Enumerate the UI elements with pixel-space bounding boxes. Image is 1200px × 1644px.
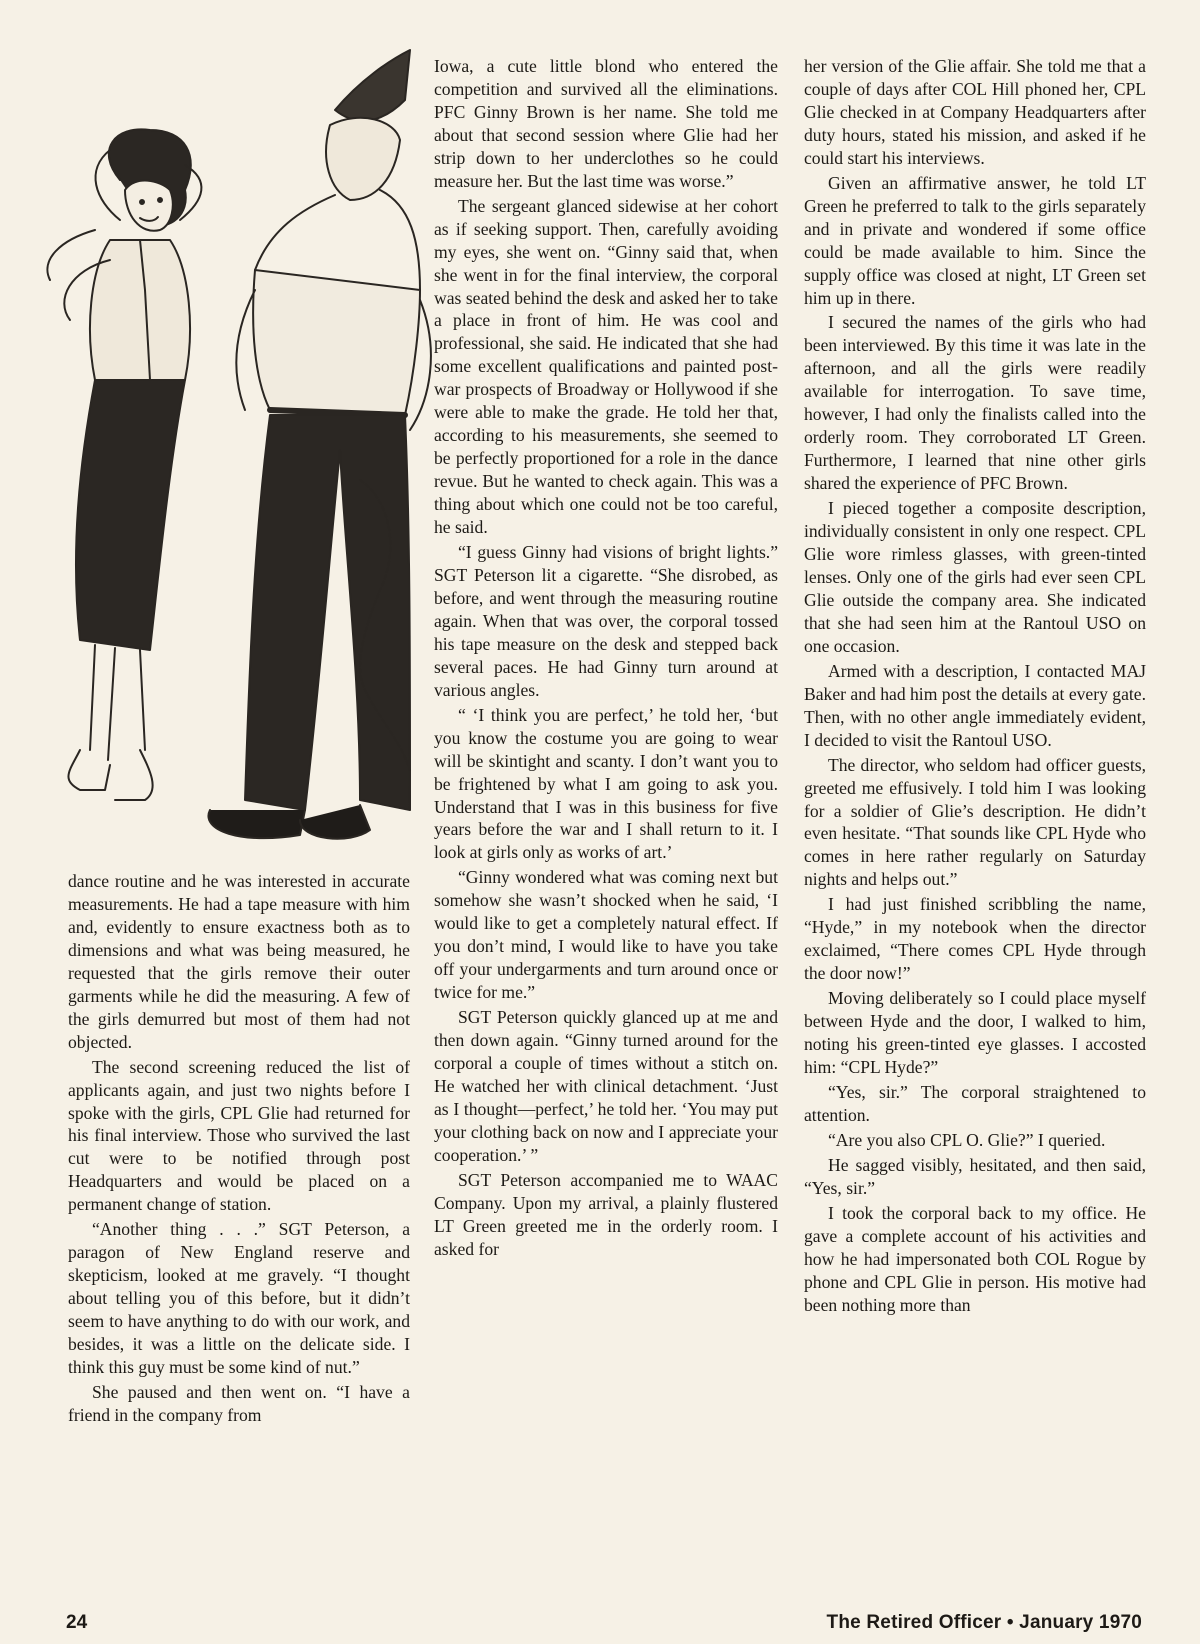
paragraph: “I guess Ginny had visions of bright lights.” SGT Peterson lit a cigarette. “She disrobed, as before, and went through the measuring routine again. When that was over, the corporal tossed his tape measure on the desk and stepped back several paces. He had Ginny turn around at various angles. (434, 542, 778, 700)
paragraph: The sergeant glanced sidewise at her cohort as if seeking support. Then, carefully avoiding my eyes, she went on. “Ginny said that, when she went in for the final interview, the corporal was seated behind the desk and asked her to take a place in front of him. He was cool and professional, she said. He indicated that she had some excellent qualifications and painted post-war prospects of Broadway or Hollywood if she were able to make the grade. He told her that, according to his measurements, she seemed to be perfectly proportioned for a role in the dance revue. But he wanted to check again. This was a thing about which one could not be too careful, he said. (434, 195, 778, 538)
paragraph: “Are you also CPL O. Glie?” I queried. (828, 1129, 1106, 1150)
text-column-1 (68, 870, 410, 1427)
soldier-figure (208, 50, 430, 839)
woman-figure (47, 129, 201, 800)
paragraph: “Ginny wondered what was coming next but somehow she wasn’t shocked when he said, ‘I would like to get a completely natural effect. If you don’t mind, I would like to have you take off your undergarments and turn around once or twice for me.” (434, 867, 778, 1003)
paragraph: SGT Peterson accompanied me to WAAC Company. Upon my arrival, a plainly flustered LT Green greeted me in the orderly room. I asked for (434, 1169, 778, 1259)
paragraph: Iowa, a cute little blond who entered the competition and survived all the eliminations. PFC Ginny Brown is her name. She told me about that second session where Glie had her strip down to her underclothes so he could measure her. But the last time was worse.” (434, 56, 778, 191)
paragraph: I pieced together a composite description, individually consistent in only one respect. CPL Glie wore rimless glasses, with green-tinted lenses. Only one of the girls had ever seen CPL Glie outside the company area. She indicated that she had seen him at the Rantoul USO on one occasion. (804, 498, 1146, 656)
paragraph: I secured the names of the girls who had been interviewed. By this time it was late in the afternoon, and all the girls were readily available for interrogation. To save time, however, I had only the finalists called into the orderly room. They corroborated LT Green. Furthermore, I learned that nine other girls shared the experience of PFC Brown. (804, 312, 1146, 494)
paragraph: her version of the Glie affair. She told me that a couple of days after COL Hill phoned her, CPL Glie checked in at Company Headquarters after duty hours, stated his mission, and asked if he could start his interviews. (804, 56, 1146, 168)
paragraph: “ ‘I think you are perfect,’ he told her, ‘but you know the costume you are going to wear will be skintight and scanty. I don’t want you to be frightened by what I am going to ask you. Understand that I was in this business for five years before the war and I shall return to it. I look at girls only as works of art.’ (434, 704, 778, 863)
illustration-sketch (0, 30, 440, 850)
paragraph: dance routine and he was interested in accurate measurements. He had a tape measure with him and, evidently to ensure exactness both as to dimensions and what was being measured, he requested that the girls remove their outer garments while he did the measuring. A few of the girls demurred but most of them had not objected. (68, 871, 410, 1052)
paragraph: “Yes, sir.” The corporal straightened to attention. (804, 1081, 1146, 1125)
publication-masthead: The Retired Officer • January 1970 (826, 1612, 1142, 1633)
paragraph: She paused and then went on. “I have a friend in the company from (68, 1381, 410, 1425)
paragraph: Armed with a description, I contacted MAJ Baker and had him post the details at every gate. Then, with no other angle immediately evident, I decided to visit the Rantoul USO. (804, 660, 1146, 750)
paragraph: The director, who seldom had officer guests, greeted me effusively. I told him I was looking for a soldier of Glie’s description. He didn’t even hesitate. “That sounds like CPL Hyde who comes in here rather regularly on Saturday nights and helps out.” (804, 754, 1146, 890)
paragraph: Given an affirmative answer, he told LT Green he preferred to talk to the girls separately and in private and wondered if some office could be made available to him. Since the supply office was closed at night, LT Green set him up in there. (804, 172, 1146, 308)
text-column-2 (434, 55, 778, 1261)
page-number: 24 (66, 1612, 88, 1633)
paragraph: The second screening reduced the list of applicants again, and just two nights before I spoke with the girls, CPL Glie had returned for his final interview. Those who survived the last cut were to be notified through post Headquarters and would be placed on a permanent change of station. (68, 1056, 410, 1215)
paragraph: “Another thing . . .” SGT Peterson, a paragon of New England reserve and skepticism, looked at me gravely. “I thought about telling you of this before, but it didn’t seem to have anything to do with our work, and besides, it was a little on the delicate side. I think this guy must be some kind of nut.” (68, 1219, 410, 1378)
paragraph: I took the corporal back to my office. He gave a complete account of his activities and how he had impersonated both COL Rogue by phone and CPL Glie in person. His motive had been nothing more than (804, 1202, 1146, 1315)
paragraph: He sagged visibly, hesitated, and then said, “Yes, sir.” (804, 1154, 1146, 1198)
paragraph: Moving deliberately so I could place myself between Hyde and the door, I walked to him, noting his green-tinted eye glasses. I accosted him: “CPL Hyde?” (804, 988, 1146, 1077)
paragraph: SGT Peterson quickly glanced up at me and then down again. “Ginny turned around for the corporal a couple of times without a stitch on. He watched her with clinical detachment. ‘Just as I thought—perfect,’ he told her. ‘You may put your clothing back on now and I appreciate your cooperation.’ ” (434, 1007, 778, 1165)
text-column-3 (804, 55, 1146, 1316)
paragraph: I had just finished scribbling the name, “Hyde,” in my notebook when the director exclaimed, “There comes CPL Hyde through the door now!” (804, 894, 1146, 984)
